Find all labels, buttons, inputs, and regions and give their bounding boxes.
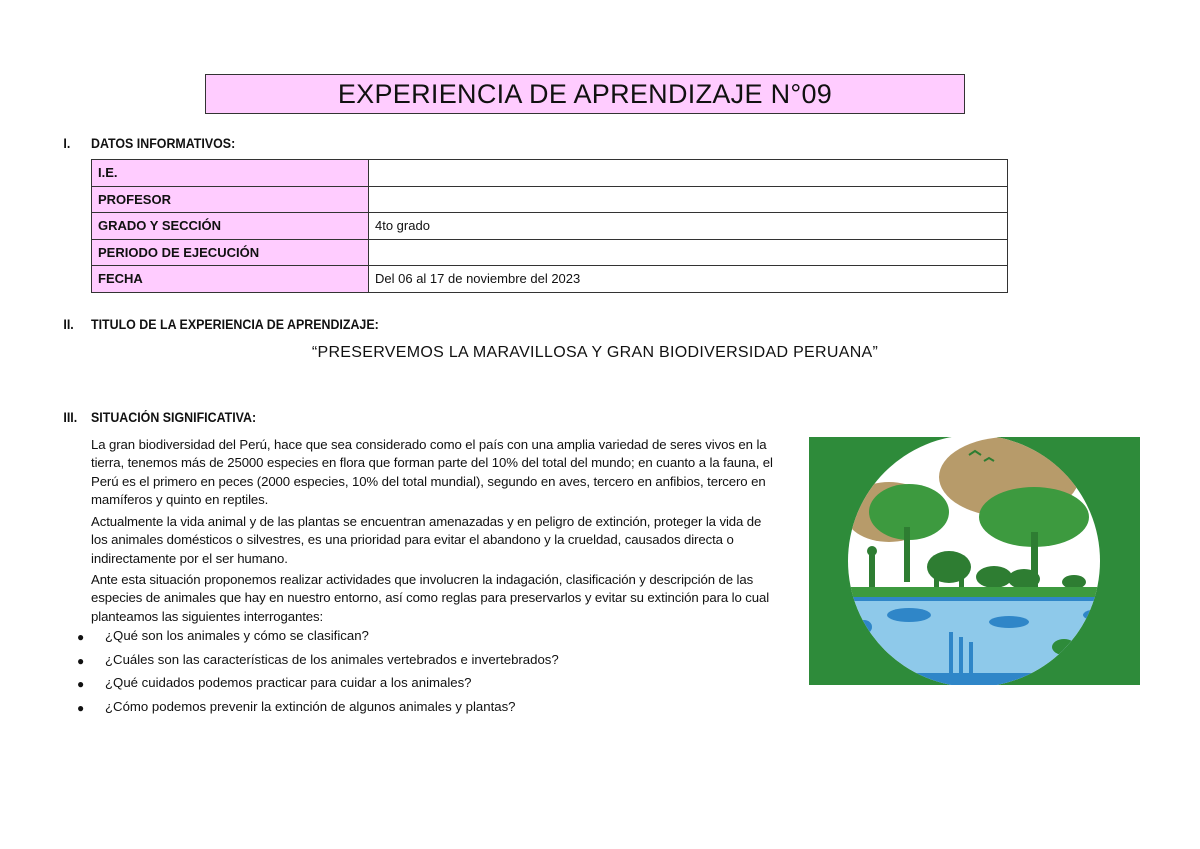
- table-row: [92, 213, 1008, 240]
- question-text: ¿Cómo podemos prevenir la extinción de algunos animales y plantas?: [105, 698, 516, 714]
- section-1-title: DATOS INFORMATIVOS:: [91, 136, 236, 151]
- situation-paragraph-3: Ante esta situación proponemos realizar actividades que involucren la indagación, clasificación y descripción de las especies de animales que hay en nuestro entorno, así como reglas para preservarlos y evitar su extinción para lo cual planteamos las siguientes interrogantes:: [91, 572, 770, 624]
- table-row: [92, 186, 1008, 213]
- info-label-grado: GRADO Y SECCIÓN: [92, 213, 369, 240]
- bullet-icon: ●: [77, 653, 85, 668]
- situation-paragraph-2: Actualmente la vida animal y de las plantas se encuentran amenazadas y en peligro de extinción, proteger la vida de los animales domésticos o silvestres, es una prioridad para evitar el abandono y la crueldad, causados directa o indirectamente por el ser humano.: [91, 514, 762, 566]
- info-value-ie: [369, 160, 1008, 187]
- section-1-heading: [63, 136, 236, 151]
- info-value-grado: 4to grado: [369, 213, 1008, 240]
- situation-paragraph-1: La gran biodiversidad del Perú, hace que sea considerado como el país con una amplia variedad de seres vivos en la tierra, tenemos más de 25000 especies en flora que forman parte del 10% del total del mundo; en cuanto a la fauna, el Perú es el primero en peces (2000 especies, 10% del total mundial), segundo en aves, tercero en anfibios, tercero en mamíferos y quinto en reptiles.: [91, 437, 773, 507]
- biodiversity-illustration-icon: [809, 437, 1140, 685]
- section-2-number: II.: [63, 317, 74, 332]
- info-value-fecha: Del 06 al 17 de noviembre del 2023: [369, 266, 1008, 293]
- question-text: ¿Qué cuidados podemos practicar para cuidar a los animales?: [105, 675, 472, 690]
- info-label-profesor: PROFESOR: [92, 186, 369, 213]
- section-2-heading: [63, 317, 379, 332]
- experience-title: “PRESERVEMOS LA MARAVILLOSA Y GRAN BIODIVERSIDAD PERUANA”: [311, 344, 879, 361]
- list-item: [77, 628, 559, 652]
- section-2-title: TITULO DE LA EXPERIENCIA DE APRENDIZAJE:: [91, 317, 379, 332]
- table-row: [92, 160, 1008, 187]
- document-title: EXPERIENCIA DE APRENDIZAJE N°09: [205, 74, 965, 114]
- bullet-icon: ●: [77, 630, 85, 644]
- info-table: [91, 159, 1008, 293]
- question-text: ¿Cuáles son las características de los animales vertebrados e invertebrados?: [105, 651, 559, 667]
- info-value-periodo: [369, 239, 1008, 266]
- list-item: [77, 675, 559, 699]
- info-label-fecha: FECHA: [92, 266, 369, 293]
- info-label-periodo: PERIODO DE EJECUCIÓN: [92, 239, 369, 266]
- list-item: [77, 699, 559, 723]
- section-3-title: SITUACIÓN SIGNIFICATIVA:: [91, 410, 257, 425]
- table-row: [92, 266, 1008, 293]
- info-label-ie: I.E.: [92, 160, 369, 187]
- bullet-icon: ●: [77, 700, 85, 715]
- section-3-number: III.: [63, 410, 78, 425]
- info-value-profesor: [369, 186, 1008, 213]
- section-1-number: I.: [63, 136, 71, 151]
- list-item: [77, 652, 559, 676]
- question-text: ¿Qué son los animales y cómo se clasifican?: [105, 628, 369, 643]
- bullet-icon: ●: [77, 677, 85, 691]
- table-row: [92, 239, 1008, 266]
- section-3-heading: [63, 410, 257, 425]
- questions-list: [77, 628, 559, 722]
